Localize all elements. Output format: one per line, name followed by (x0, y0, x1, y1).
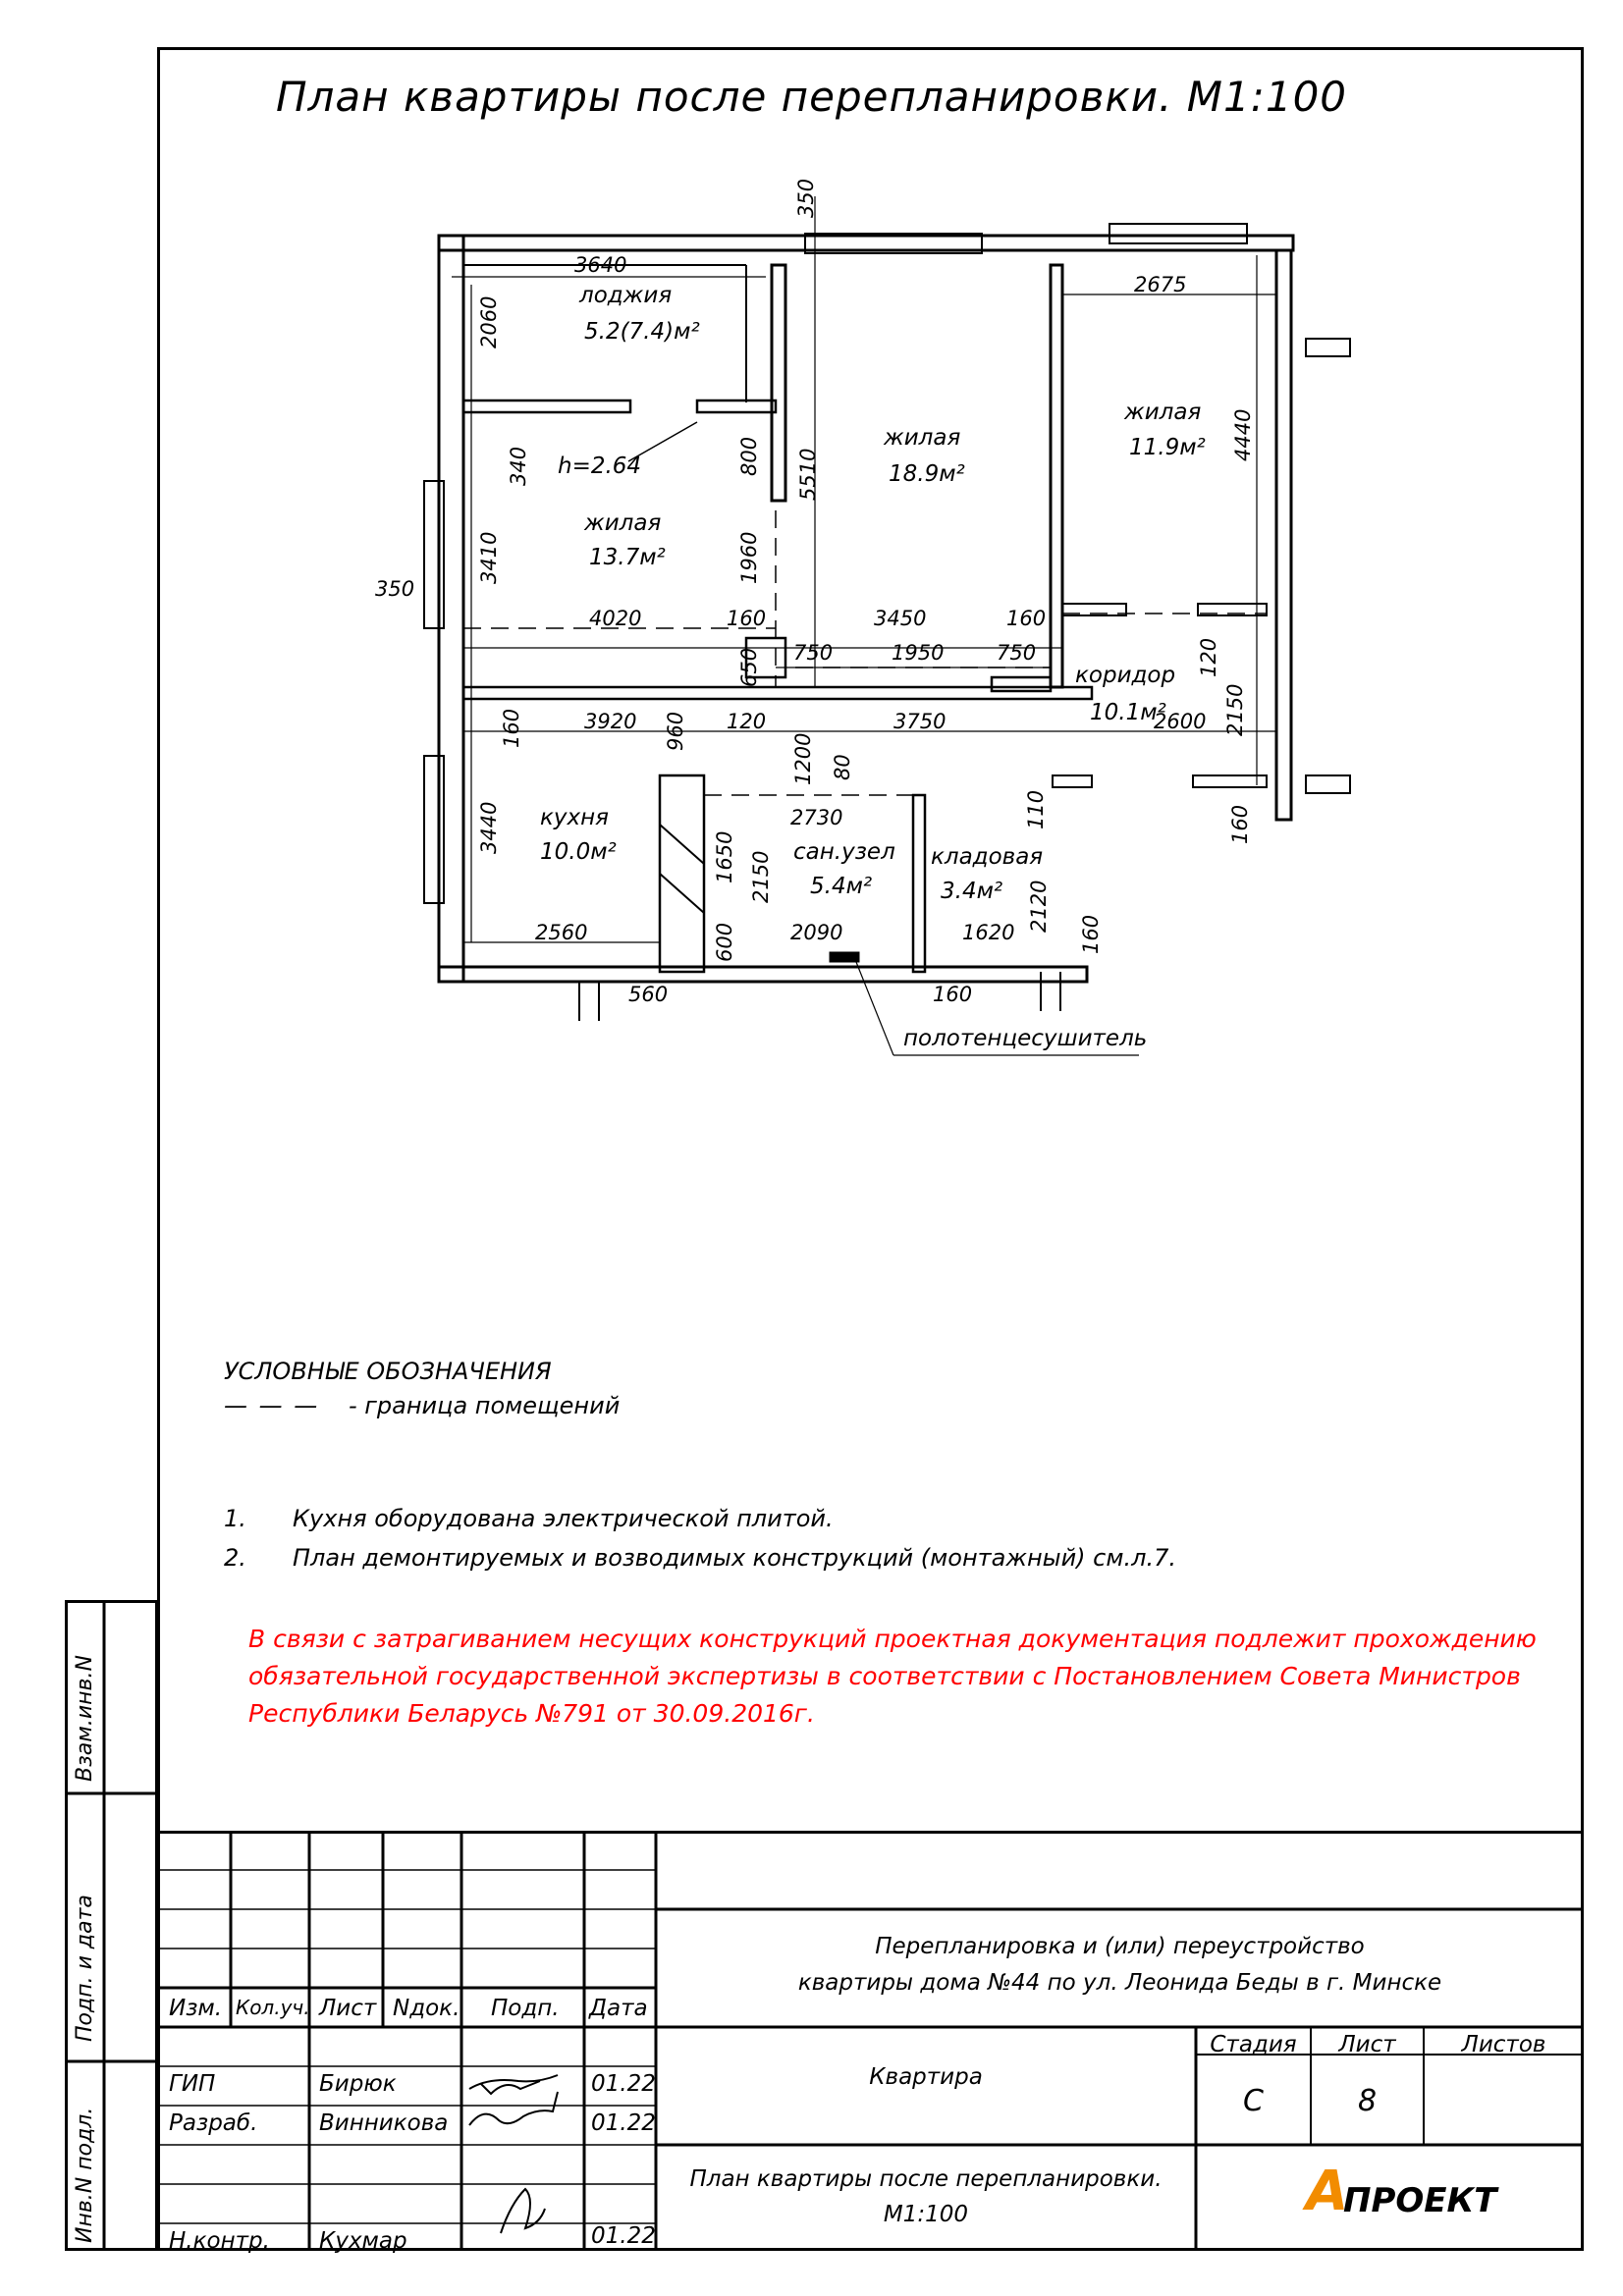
room-corridor-area: 10.1м² (1090, 700, 1166, 725)
towel-dryer-label: полотенцесушитель (903, 1026, 1148, 1051)
dim-160-f: 160 (1079, 914, 1103, 954)
room-storage-area: 3.4м² (941, 879, 1003, 904)
drawing-name-line-1: План квартиры после перепланировки. (689, 2166, 1163, 2192)
dim-1200: 1200 (791, 732, 815, 785)
stamp-date-1: 01.22 (591, 2071, 656, 2097)
dim-2560: 2560 (535, 921, 588, 944)
outer-wall-right (1276, 250, 1291, 820)
dim-120-b: 120 (727, 710, 767, 733)
side-podp-label: Подп. и дата (73, 1895, 97, 2042)
dim-2090: 2090 (790, 921, 843, 944)
stamp-header-koluch: Кол.уч. (236, 1996, 310, 2019)
dim-160-d: 160 (1228, 804, 1252, 844)
dim-1650: 1650 (713, 830, 736, 883)
dim-350-top: 350 (794, 178, 818, 218)
legend-heading: УСЛОВНЫЕ ОБОЗНАЧЕНИЯ (224, 1358, 552, 1385)
dim-1620: 1620 (962, 921, 1015, 944)
room-bathroom-name: сан.узел (793, 839, 895, 865)
dim-3440: 3440 (477, 801, 501, 854)
room-bathroom-area: 5.4м² (810, 874, 873, 899)
logo-text: ПРОЕКТ (1343, 2181, 1497, 2220)
dim-600: 600 (713, 922, 736, 962)
logo-letter: А (1306, 2160, 1349, 2223)
dim-160-a: 160 (727, 607, 767, 630)
room-loggia-name: лоджия (579, 283, 673, 308)
object-name: Квартира (869, 2064, 983, 2090)
dim-750-a: 750 (793, 641, 834, 665)
dim-3410: 3410 (477, 531, 501, 584)
stamp-name-2: Винникова (319, 2110, 449, 2136)
signature-2 (469, 2092, 558, 2125)
dim-160-b: 160 (1006, 607, 1047, 630)
room-kitchen-name: кухня (540, 805, 609, 830)
title-block (157, 1831, 1584, 2254)
dim-340: 340 (507, 446, 530, 486)
room-living2-name: жилая (1124, 400, 1202, 425)
dim-3920: 3920 (584, 710, 637, 733)
wall-kitchen-bath (660, 775, 704, 972)
stamp-header-ndok: Nдок. (393, 1996, 460, 2021)
dim-4440: 4440 (1231, 408, 1255, 461)
note-2-text: План демонтируемых и возводимых конструкций (монтажный) см.л.7. (293, 1544, 1176, 1572)
dim-2600: 2600 (1154, 710, 1207, 733)
wall-loggia-bottom-2 (697, 400, 776, 412)
stamp-name-1: Бирюк (319, 2071, 397, 2097)
stage-label: Стадия (1210, 2032, 1297, 2057)
dim-2060: 2060 (477, 295, 501, 348)
outer-wall-bottom (439, 967, 1087, 982)
stamp-header-list: Лист (319, 1996, 377, 2021)
room-storage-name: кладовая (931, 844, 1044, 870)
sheets-label: Листов (1461, 2032, 1546, 2057)
room-living2-area: 11.9м² (1129, 435, 1206, 460)
dim-960: 960 (664, 711, 687, 751)
dim-2120: 2120 (1027, 880, 1051, 933)
dim-3450: 3450 (874, 607, 927, 630)
room-loggia-area: 5.2(7.4)м² (584, 319, 700, 345)
side-inv-label: Инв.N подл. (73, 2107, 97, 2243)
room-corridor-name: коридор (1075, 663, 1176, 688)
dim-160-c: 160 (500, 708, 523, 748)
warning-line-2: обязательной государственной экспертизы в соответствии с Постановлением Совета Министров (248, 1662, 1521, 1690)
stamp-date-3: 01.22 (591, 2223, 656, 2249)
dim-3750: 3750 (893, 710, 947, 733)
dim-800: 800 (737, 436, 761, 476)
stage-value: С (1243, 2084, 1264, 2118)
dim-2730: 2730 (790, 806, 843, 829)
window-top-2 (1109, 224, 1247, 243)
floor-plan (0, 0, 1623, 1099)
dim-80: 80 (831, 754, 854, 780)
wall-horizontal-mid (463, 687, 1092, 699)
side-strip (65, 1600, 158, 2251)
warning-line-1: В связи с затрагиванием несущих конструкций проектная документация подлежит прохождению (248, 1625, 1537, 1653)
dim-160-e: 160 (933, 983, 973, 1006)
ceiling-height: h=2.64 (558, 454, 642, 479)
note-2-num: 2. (224, 1544, 246, 1572)
warning-line-3: Республики Беларусь №791 от 30.09.2016г. (248, 1699, 815, 1728)
sheet-label: Лист (1338, 2032, 1396, 2057)
note-1-num: 1. (224, 1505, 246, 1532)
stamp-role-2: Разраб. (169, 2110, 258, 2136)
stamp-role-1: ГИП (169, 2071, 216, 2097)
dim-1950: 1950 (892, 641, 945, 665)
stamp-header-data: Дата (589, 1996, 648, 2021)
stamp-role-3: Н.контр. (169, 2228, 270, 2254)
wall-vertical-1 (772, 265, 785, 501)
room-living1-name: жилая (884, 425, 961, 451)
dim-120-a: 120 (1197, 637, 1220, 677)
drawing-title: План квартиры после перепланировки. М1:100 (275, 73, 1348, 121)
room-living3-name: жилая (584, 510, 662, 536)
project-line-2: квартиры дома №44 по ул. Леонида Беды в г. Минске (797, 1970, 1442, 1996)
stamp-date-2: 01.22 (591, 2110, 656, 2136)
company-logo (1306, 2160, 1502, 2228)
wall-vertical-2 (1051, 265, 1062, 687)
dim-560: 560 (628, 983, 669, 1006)
dim-3640: 3640 (574, 253, 627, 277)
window-left-1 (424, 481, 444, 628)
sheet-value: 8 (1357, 2084, 1378, 2118)
note-1-text: Кухня оборудована электрической плитой. (293, 1505, 834, 1532)
signature-3 (501, 2189, 545, 2233)
stamp-header-podp: Подп. (491, 1996, 560, 2021)
dim-5510: 5510 (796, 448, 820, 501)
stamp-header-izm: Изм. (169, 1996, 223, 2021)
dim-110: 110 (1024, 789, 1048, 829)
room-living3-area: 13.7м² (589, 545, 666, 570)
room-living1-area: 18.9м² (889, 461, 965, 487)
outer-wall-left (439, 236, 463, 982)
signature-1 (469, 2075, 558, 2094)
drawing-name-line-2: М1:100 (883, 2202, 969, 2227)
dim-2150-a: 2150 (1223, 683, 1247, 736)
dim-350-left: 350 (375, 577, 415, 601)
dim-2675: 2675 (1134, 273, 1187, 296)
dim-1960: 1960 (737, 531, 761, 584)
stamp-name-3: Кухмар (319, 2228, 407, 2254)
window-left-2 (424, 756, 444, 903)
dim-750-b: 750 (997, 641, 1037, 665)
dim-650: 650 (737, 647, 761, 687)
side-vzam-label: Взам.инв.N (73, 1655, 97, 1782)
legend-boundary-label: - граница помещений (349, 1392, 621, 1419)
room-kitchen-area: 10.0м² (540, 839, 617, 865)
wall-loggia-bottom-1 (463, 400, 630, 412)
dim-2150-b: 2150 (749, 850, 773, 903)
project-line-1: Перепланировка и (или) переустройство (875, 1934, 1365, 1959)
dim-4020: 4020 (589, 607, 642, 630)
legend-dash-sample: — — — (224, 1392, 320, 1419)
